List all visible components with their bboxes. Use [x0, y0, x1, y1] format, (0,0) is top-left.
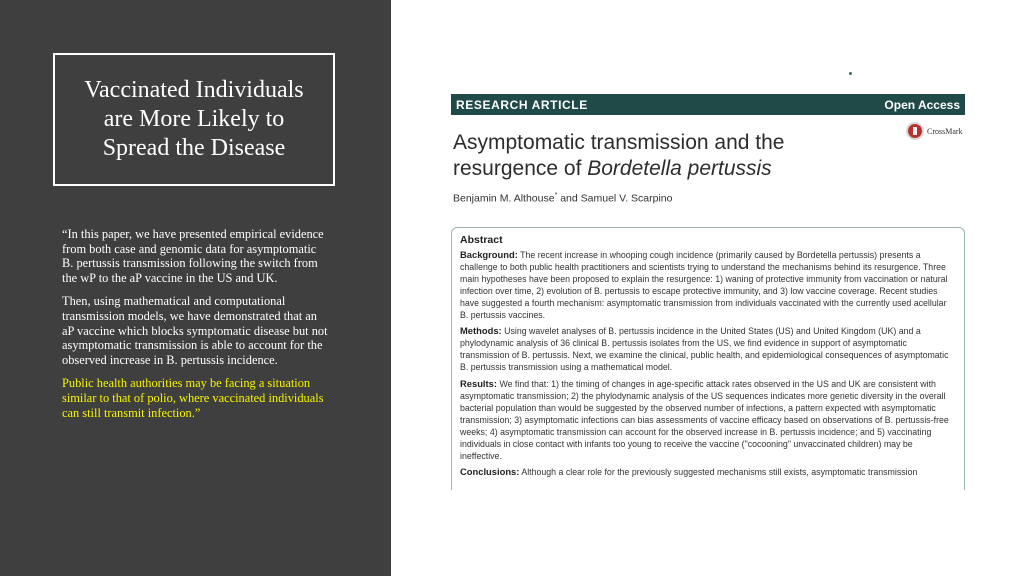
- methods-label: Methods:: [460, 325, 502, 337]
- banner-research-article: RESEARCH ARTICLE: [456, 97, 588, 112]
- quote-paragraph-2: Then, using mathematical and computational transmission models, we have demonstrated that an aP vaccine which blocks symptomatic disease but not asymptomatic transmission is able to account for the observed increase in B. pertussis incidence.: [62, 294, 328, 367]
- paper-title-text: Asymptomatic transmission and the resurgence of: [453, 131, 785, 180]
- background-label: Background:: [460, 249, 518, 260]
- crossmark-label: CrossMark: [927, 126, 963, 136]
- conclusions-label: Conclusions:: [460, 466, 520, 478]
- left-panel: [0, 0, 391, 576]
- quote-block: [62, 227, 330, 429]
- abstract-conclusions: [460, 466, 956, 479]
- abstract-box: [451, 227, 965, 490]
- background-text: The recent increase in whooping cough incidence (primarily caused by Bordetella pertussis) presents a challenge to both public health practitioners and scientists trying to understand the mechanisms behind its resurgence. Three main hypotheses have been proposed to explain the resurgence: 1) waning of protective immunity from vaccination or natural infection over time, 2) evolution of B. pertussis to escape protective immunity, and 3) low vaccine coverage. Recent studies have suggested a fourth mechanism: asymptomatic transmission from individuals vaccinated with the currently used acellular B. pertussis vaccines.: [460, 250, 948, 320]
- abstract-results: [460, 378, 956, 462]
- crossmark-icon: [906, 122, 924, 140]
- author-1: Benjamin M. Althouse: [453, 192, 555, 205]
- quote-paragraph-highlight: Public health authorities may be facing a situation similar to that of polio, where vaccinated individuals can still transmit infection.”: [62, 376, 324, 420]
- article-screenshot: [451, 60, 966, 490]
- author-2: and Samuel V. Scarpino: [557, 192, 673, 205]
- slide-title: Vaccinated Individuals are More Likely to Spread the Disease: [84, 77, 304, 161]
- abstract-background: [460, 249, 956, 321]
- paper-title-species: Bordetella pertussis: [587, 157, 772, 180]
- title-box: [53, 53, 335, 186]
- results-label: Results:: [460, 378, 497, 390]
- abstract-methods: [460, 325, 956, 374]
- results-text: We find that: 1) the timing of changes in age-specific attack rates observed in the US and UK are consistent with asymptomatic transmission; 2) the phylodynamic analysis of the US sequences indicates more genetic diversity in the overall bacterial population than would be suggested by the observed number of infections, a pattern expected with asymptomatic transmission; 3) asymptomatic infections can bias assessments of vaccine efficacy based on observations of B. pertussis-free weeks; 4) asymptomatic transmission can account for the observed increase in B. pertussis incidence; and 5) vaccinating individuals in close contact with infants too young to receive the vaccine ("cocooning" unvaccinated children) may be ineffective.: [460, 379, 949, 461]
- conclusions-text: Although a clear role for the previously suggested mechanisms still exists, asymptomatic transmission: [519, 467, 918, 478]
- article-banner: [451, 94, 965, 115]
- dot-mark: [849, 72, 852, 75]
- authors: [453, 192, 672, 205]
- abstract-heading: Abstract: [460, 234, 503, 246]
- methods-text: Using wavelet analyses of B. pertussis incidence in the United States (US) and United Kingdom (UK) and a phylodynamic analysis of 36 clinical B. pertussis isolates from the US, we find evidence in support of asymptomatic transmission of B. pertussis. Next, we examine the clinical, public health, and epidemiological consequences of asymptomatic B. pertussis transmission using a mathematical model.: [460, 326, 949, 373]
- quote-paragraph-1: “In this paper, we have presented empirical evidence from both case and genomic data for asymptomatic B. pertussis transmission following the switch from the wP to the aP vaccine in the US and UK.: [62, 227, 324, 285]
- crossmark-badge: [906, 122, 963, 140]
- paper-title: [453, 130, 833, 182]
- banner-open-access: Open Access: [884, 97, 960, 112]
- author-1-marker: *: [554, 192, 558, 199]
